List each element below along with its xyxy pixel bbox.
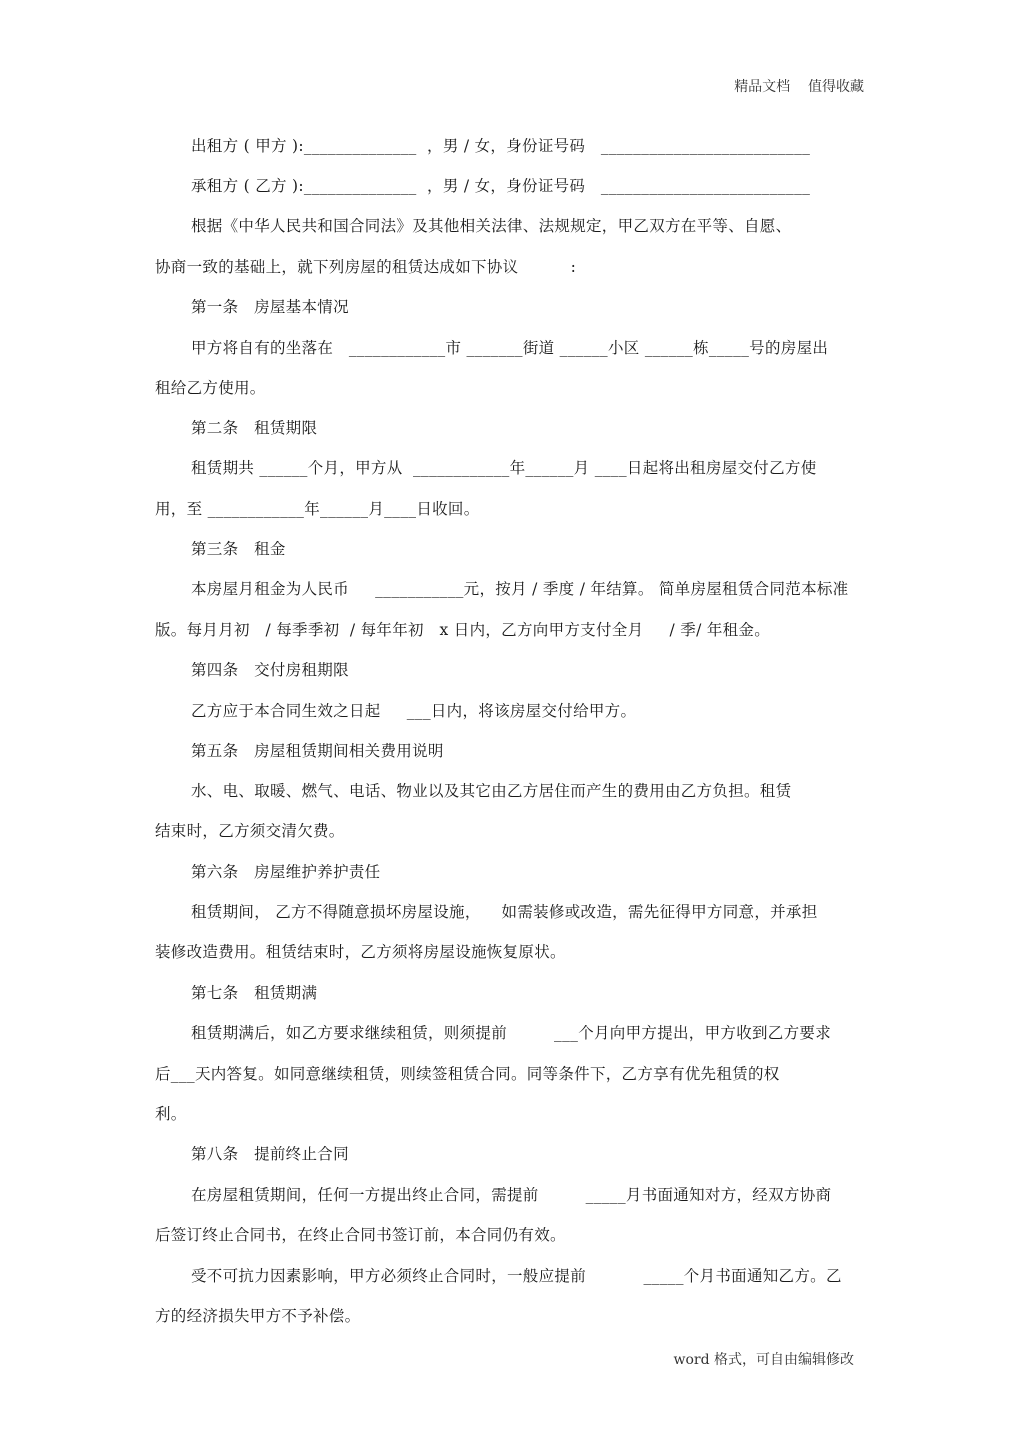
lessor-line: 出租方 ( 甲方 ):______________ ，男 / 女，身份证号码 __________________________ <box>191 137 811 155</box>
article-8-line-3: 受不可抗力因素影响，甲方必须终止合同时，一般应提前 _____个月书面通知乙方。乙 <box>191 1267 842 1285</box>
article-6-line-1: 租赁期间， 乙方不得随意损坏房屋设施， 如需装修或改造，需先征得甲方同意，并承担 <box>191 903 818 921</box>
article-8-line-1: 在房屋租赁期间，任何一方提出终止合同，需提前 _____月书面通知对方，经双方协商 <box>191 1186 832 1204</box>
article-5-heading: 第五条 房屋租赁期间相关费用说明 <box>191 742 444 760</box>
article-7-line-1: 租赁期满后，如乙方要求继续租赁，则须提前 ___个月向甲方提出，甲方收到乙方要求 <box>191 1024 831 1042</box>
page-header: 精品文档 值得收藏 <box>734 79 864 95</box>
preamble-line-2: 协商一致的基础上，就下列房屋的租赁达成如下协议 : <box>155 258 577 276</box>
article-8-line-2: 后签订终止合同书，在终止合同书签订前，本合同仍有效。 <box>155 1226 566 1244</box>
article-4-line-1: 乙方应于本合同生效之日起 ___日内，将该房屋交付给甲方。 <box>191 702 637 720</box>
article-1-line-2: 租给乙方使用。 <box>155 379 266 397</box>
article-7-heading: 第七条 租赁期满 <box>191 984 318 1002</box>
article-4-heading: 第四条 交付房租期限 <box>191 661 349 679</box>
article-2-line-2: 用，至 ____________年______月____日收回。 <box>155 500 480 518</box>
article-5-line-2: 结束时，乙方须交清欠费。 <box>155 822 345 840</box>
article-3-heading: 第三条 租金 <box>191 540 286 558</box>
article-6-line-2: 装修改造费用。租赁结束时，乙方须将房屋设施恢复原状。 <box>155 943 566 961</box>
article-8-heading: 第八条 提前终止合同 <box>191 1145 349 1163</box>
article-3-line-2: 版。每月月初 / 每季季初 / 每年年初 x 日内，乙方向甲方支付全月 / 季/ 年租金。 <box>155 621 771 639</box>
article-6-heading: 第六条 房屋维护养护责任 <box>191 863 381 881</box>
page-footer: word 格式，可自由编辑修改 <box>673 1352 854 1368</box>
preamble-line-1: 根据《中华人民共和国合同法》及其他相关法律、法规规定，甲乙双方在平等、自愿、 <box>191 217 792 235</box>
article-2-line-1: 租赁期共 ______个月，甲方从 ____________年______月 ____日起将出租房屋交付乙方使 <box>191 459 817 477</box>
article-1-line-1: 甲方将自有的坐落在 ____________市 _______街道 ______小区 ______栋_____号的房屋出 <box>191 339 829 357</box>
article-3-line-1: 本房屋月租金为人民币 ___________元，按月 / 季度 / 年结算。 简单房屋租赁合同范本标准 <box>191 580 849 598</box>
article-7-line-3: 利。 <box>155 1105 187 1123</box>
article-8-line-4: 方的经济损失甲方不予补偿。 <box>155 1307 361 1325</box>
article-2-heading: 第二条 租赁期限 <box>191 419 318 437</box>
article-5-line-1: 水、电、取暖、燃气、电话、物业以及其它由乙方居住而产生的费用由乙方负担。租赁 <box>191 782 792 800</box>
article-1-heading: 第一条 房屋基本情况 <box>191 298 349 316</box>
article-7-line-2: 后___天内答复。如同意继续租赁，则续签租赁合同。同等条件下，乙方享有优先租赁的权 <box>155 1065 780 1083</box>
lessee-line: 承租方 ( 乙方 ):______________ ，男 / 女，身份证号码 __________________________ <box>191 177 811 195</box>
